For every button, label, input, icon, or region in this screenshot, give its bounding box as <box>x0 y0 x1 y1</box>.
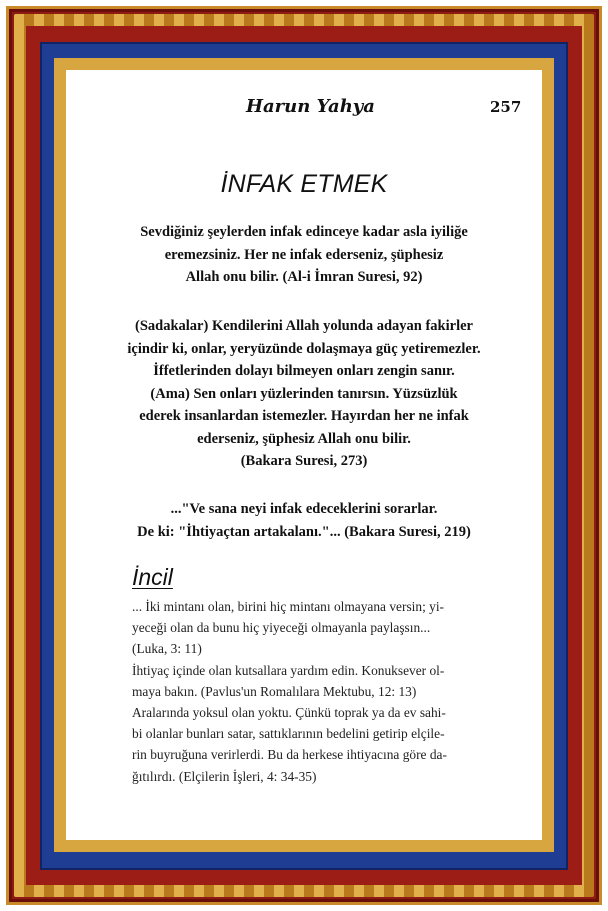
verse-line: ..."Ve sana neyi infak edeceklerini sorarlar. <box>170 501 438 517</box>
verse-line: (Sadakalar) Kendilerini Allah yolunda adayan fakirler <box>135 318 473 334</box>
running-header-title: Harun Yahya <box>246 96 375 117</box>
verse-line: (Bakara Suresi, 273) <box>240 453 368 469</box>
body-line: (Luka, 3: 11) <box>132 641 202 657</box>
body-line: Aralarında yoksul olan yoktu. Çünkü toprak ya da ev sahi- <box>132 705 446 721</box>
verse-line: eremezsiniz. Her ne infak ederseniz, şüphesiz <box>164 246 444 263</box>
body-line: maya bakın. (Pavlus'un Romalılara Mektubu, 12: 13) <box>132 683 417 699</box>
verse-line: ederseniz, şüphesiz Allah onu bilir. <box>197 430 411 447</box>
verse-line: Allah onu bilir. (Al-i İmran Suresi, 92) <box>185 269 423 285</box>
verse-line: ederek insanlardan istemezler. Hayırdan her ne infak <box>139 408 469 424</box>
verse-line: içindir ki, onlar, yeryüzünde dolaşmaya güç yetiremezler. <box>127 340 481 357</box>
verse-line: De ki: "İhtiyaçtan artakalanı."... (Bakara Suresi, 219) <box>137 523 471 540</box>
section-heading: İncil <box>132 564 173 590</box>
page-number: 257 <box>490 98 522 116</box>
body-line: ... İki mintanı olan, birini hiç mintanı olmayana versin; yi- <box>132 599 445 614</box>
verse-quote-3 <box>96 498 512 543</box>
body-line: bi olanlar bunları satar, sattıklarının bedelini getirip elçile- <box>132 726 445 742</box>
verse-line: İffetlerinden dolayı bilmeyen onları zengin sanır. <box>153 363 455 379</box>
body-line: ğıtılırdı. (Elçilerin İşleri, 4: 34-35) <box>132 768 317 784</box>
verse-quote-2 <box>96 315 512 473</box>
section-body-text <box>132 596 504 787</box>
body-line: yeceği olan da bunu hiç yiyeceği olmayanla paylaşsın... <box>132 620 431 636</box>
body-line: İhtiyaç içinde olan kutsallara yardım edin. Konuksever ol- <box>132 662 445 678</box>
verse-quote-1 <box>96 221 512 289</box>
verse-line: (Ama) Sen onları yüzlerinden tanırsın. Yüzsüzlük <box>150 385 458 402</box>
body-line: rin buyruğuna verirlerdi. Bu da herkese ihtiyacına göre da- <box>132 747 447 763</box>
chapter-title: İNFAK ETMEK <box>220 170 388 198</box>
verse-line: Sevdiğiniz şeylerden infak edinceye kadar asla iyiliğe <box>140 224 468 240</box>
